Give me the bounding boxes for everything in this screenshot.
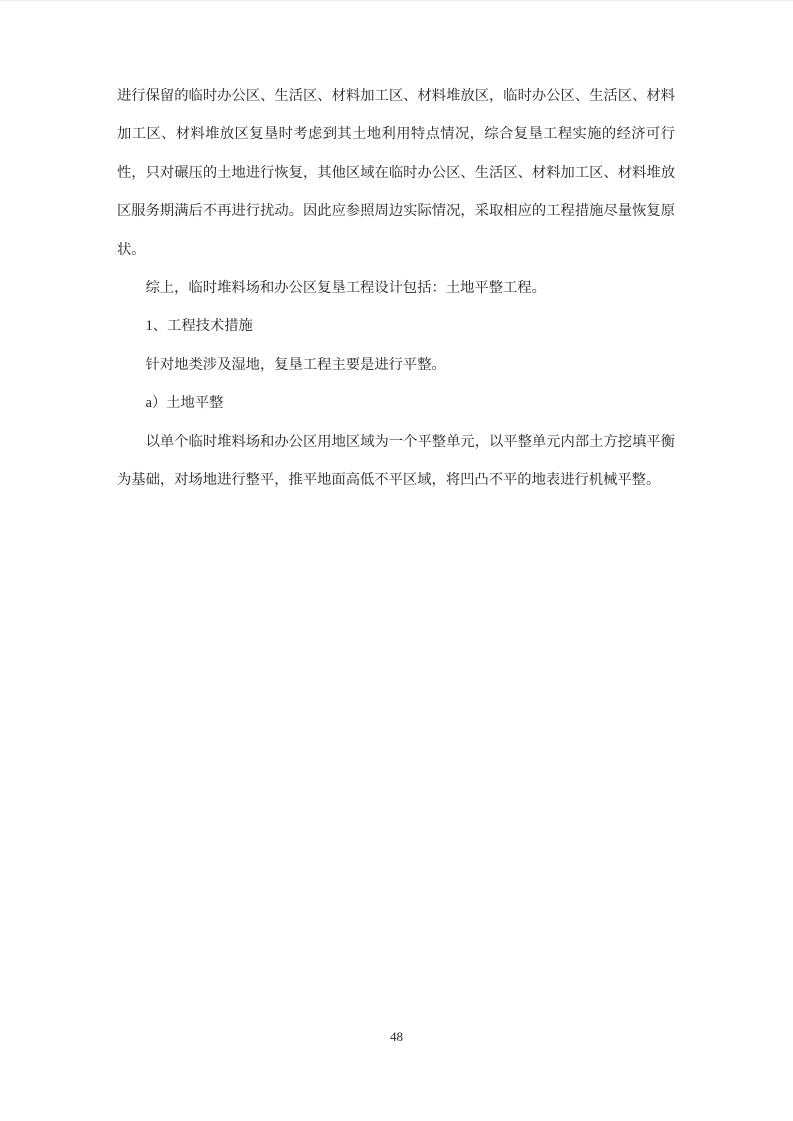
paragraph-body: 以单个临时堆料场和办公区用地区域为一个平整单元，以平整单元内部土方挖填平衡为基础，对场地进行整平，推平地面高低不平区域，将凹凸不平的地表进行机械平整。 [117, 433, 675, 489]
document-text-body [117, 77, 675, 499]
paragraph-summary: 综上，临时堆料场和办公区复垦工程设计包括：土地平整工程。 [145, 280, 546, 297]
paragraph-body: 针对地类涉及湿地，复垦工程主要是进行平整。 [145, 356, 446, 373]
paragraph-section-heading: 1、工程技术措施 [145, 318, 253, 335]
paragraph-continued: 进行保留的临时办公区、生活区、材料加工区、材料堆放区，临时办公区、生活区、材料加工区、材料堆放区复垦时考虑到其土地利用特点情况，综合复垦工程实施的经济可行性，只对碾压的土地进行恢复，其他区域在临时办公区、生活区、材料加工区、材料堆放区服务期满后不再进行扰动。因此应参照周边实际情况，采取相应的工程措施尽量恢复原状。 [117, 88, 675, 258]
paragraph-subheading: a）土地平整 [145, 395, 224, 412]
page-number: 48 [390, 1029, 403, 1044]
